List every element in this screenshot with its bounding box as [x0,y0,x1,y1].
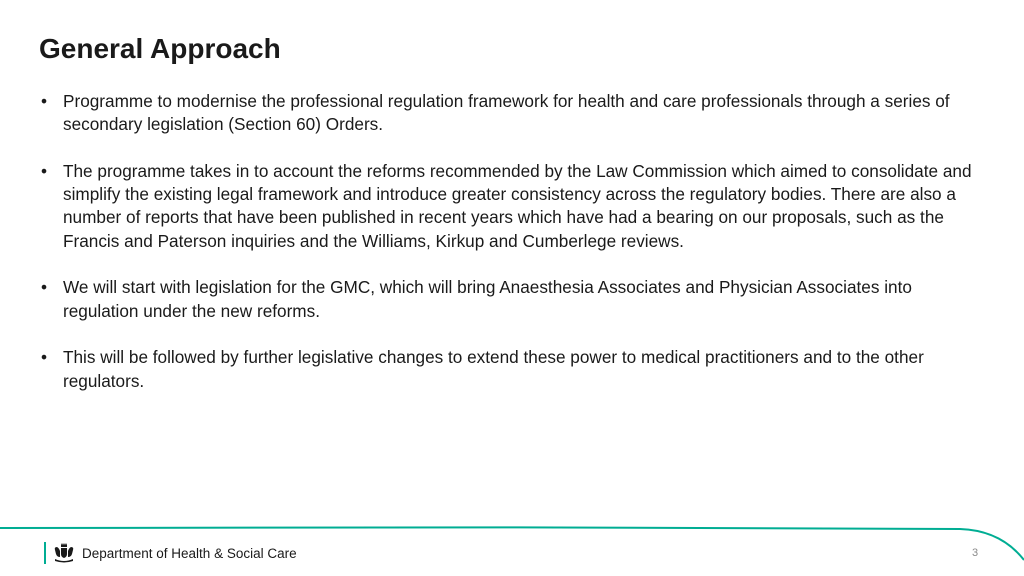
bullet-marker: • [41,277,48,298]
page-number: 3 [972,547,979,559]
bullet-list [41,90,981,416]
bullet-item [41,90,981,137]
bullet-marker: • [41,160,48,181]
bullet-text: Programme to modernise the professional regulation framework for health and care professionals through a series of secondary legislation (Section 60) Orders. [63,91,950,135]
royal-coat-of-arms-icon [52,542,76,564]
bullet-text: We will start with legislation for the GMC, which will bring Anaesthesia Associates and Physician Associates into regulation under the new reforms. [63,277,912,321]
department-logo [44,541,297,565]
department-name: Department of Health & Social Care [82,545,297,561]
bullet-item [41,160,981,253]
slide-title: General Approach [39,33,281,64]
bullet-item [41,346,981,393]
bullet-marker: • [41,91,48,111]
logo-accent-bar [44,542,46,564]
bullet-text: The programme takes in to account the reforms recommended by the Law Commission which aimed to consolidate and simplify the existing legal framework and introduce greater consistency across the regulatory bodies. There are also a number of reports that have been published in recent years which have had a bearing on our proposals, such as the Francis and Paterson inquiries and the Williams, Kirkup and Cumberlege reviews. [63,160,972,251]
bullet-marker: • [41,347,48,368]
bullet-item [41,276,981,323]
bullet-text: This will be followed by further legislative changes to extend these power to medical practitioners and to the other regulators. [63,347,924,391]
